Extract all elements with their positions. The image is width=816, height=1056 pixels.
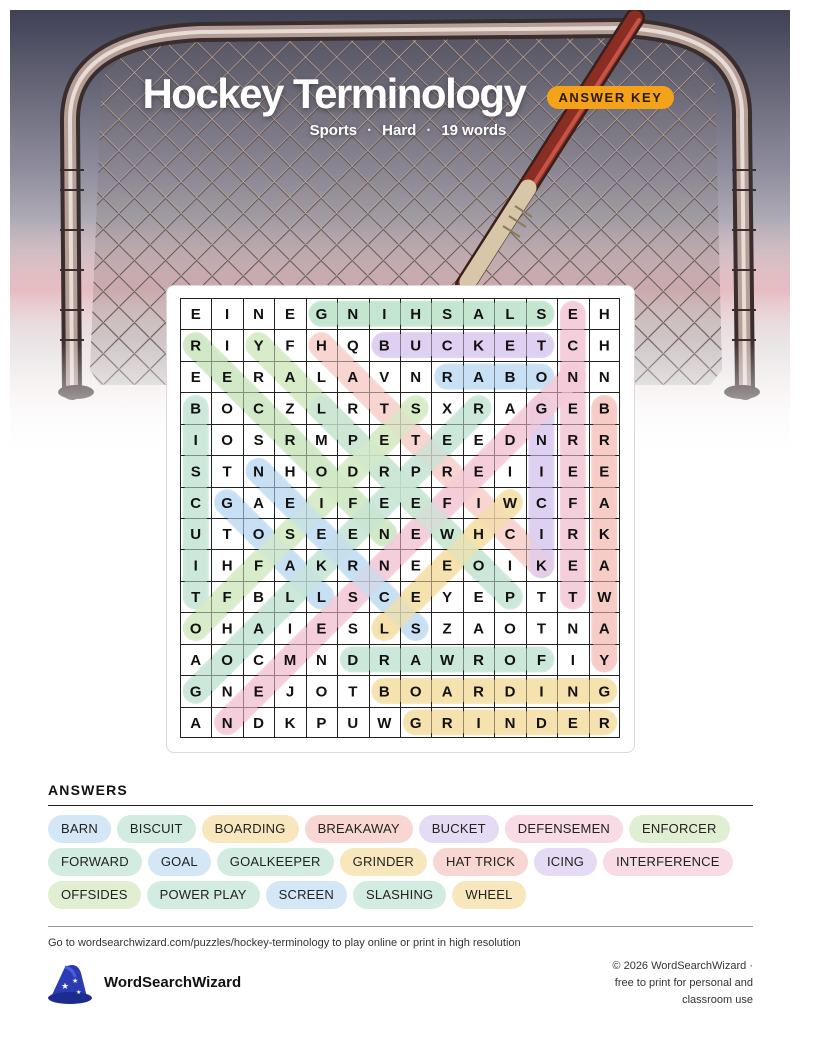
grid-letter: M bbox=[283, 651, 297, 669]
grid-letter: K bbox=[473, 337, 484, 355]
grid-letter: R bbox=[441, 369, 453, 387]
grid-letter: I bbox=[570, 651, 575, 669]
grid-letter: E bbox=[473, 589, 484, 607]
grid-letter: T bbox=[222, 463, 232, 481]
grid-letter: R bbox=[598, 431, 610, 449]
answer-list bbox=[48, 815, 758, 914]
divider bbox=[48, 926, 753, 927]
grid-letter: S bbox=[536, 306, 547, 324]
grid-letter: U bbox=[190, 526, 202, 544]
grid-letter: I bbox=[193, 557, 198, 575]
grid-letter: G bbox=[535, 400, 548, 418]
grid-letter: C bbox=[536, 494, 547, 512]
grid-letter: A bbox=[347, 369, 359, 387]
divider bbox=[48, 805, 753, 806]
grid-letter: D bbox=[504, 431, 516, 449]
grid-letter: I bbox=[539, 683, 544, 701]
grid-letter: H bbox=[221, 620, 233, 638]
grid-letter: J bbox=[285, 683, 295, 701]
grid-letter: E bbox=[347, 526, 358, 544]
answer-word-pill: WHEEL bbox=[452, 881, 525, 909]
grid-letter: F bbox=[222, 589, 232, 607]
grid-letter: R bbox=[378, 651, 390, 669]
grid-letter: O bbox=[409, 683, 422, 701]
copyright-line: © 2026 WordSearchWizard · bbox=[612, 960, 753, 972]
category-label: Sports bbox=[309, 122, 358, 139]
grid-letter: F bbox=[348, 494, 358, 512]
grid-letter: A bbox=[190, 714, 202, 732]
grid-letter: E bbox=[567, 557, 578, 575]
meta-separator: · bbox=[367, 122, 373, 139]
grid-letter: O bbox=[189, 620, 202, 638]
grid-letter: C bbox=[567, 337, 579, 355]
grid-letter: A bbox=[253, 494, 264, 512]
grid-letter: R bbox=[190, 337, 202, 355]
grid-letter: F bbox=[285, 337, 295, 355]
grid-letter: Z bbox=[442, 620, 452, 638]
grid-letter: C bbox=[253, 400, 264, 418]
word-search-grid bbox=[180, 298, 620, 738]
grid-letter: N bbox=[221, 714, 233, 732]
grid-letter: H bbox=[473, 526, 484, 544]
grid-letter: A bbox=[410, 651, 422, 669]
grid-letter: R bbox=[598, 714, 610, 732]
grid-letter: O bbox=[472, 557, 485, 575]
grid-letter: N bbox=[598, 369, 610, 387]
grid-letter: L bbox=[316, 369, 327, 387]
grid-letter: I bbox=[193, 431, 198, 449]
grid-letter: W bbox=[502, 494, 518, 512]
grid-letter: L bbox=[316, 589, 327, 607]
grid-letter: E bbox=[253, 683, 264, 701]
answer-word-pill: SCREEN bbox=[266, 881, 347, 909]
grid-letter: R bbox=[253, 369, 264, 387]
grid-letter: L bbox=[379, 620, 389, 638]
grid-letter: T bbox=[411, 431, 421, 449]
svg-text:★: ★ bbox=[61, 982, 70, 992]
grid-letter: O bbox=[221, 400, 233, 418]
grid-letter: F bbox=[442, 494, 452, 512]
grid-letter: I bbox=[287, 620, 293, 638]
grid-letter: S bbox=[347, 589, 358, 607]
answer-word-pill: GRINDER bbox=[340, 848, 427, 876]
grid-letter: I bbox=[382, 306, 387, 324]
grid-letter: N bbox=[316, 651, 327, 669]
answer-word-pill: ENFORCER bbox=[629, 815, 730, 843]
grid-letter: E bbox=[222, 369, 233, 387]
grid-letter: A bbox=[441, 683, 453, 701]
grid-letter: G bbox=[598, 683, 611, 701]
grid-letter: R bbox=[378, 463, 390, 481]
grid-letter: N bbox=[221, 683, 233, 701]
grid-letter: R bbox=[567, 431, 579, 449]
grid-letter: G bbox=[315, 306, 328, 324]
answers-heading: ANSWERS bbox=[48, 782, 128, 798]
grid-letter: I bbox=[476, 494, 481, 512]
grid-letter: E bbox=[379, 494, 390, 512]
grid-letter: A bbox=[284, 557, 296, 575]
grid-letter: N bbox=[567, 620, 579, 638]
grid-letter: P bbox=[410, 463, 421, 481]
answer-word-pill: DEFENSEMEN bbox=[505, 815, 623, 843]
grid-letter: T bbox=[536, 620, 547, 638]
grid-letter: L bbox=[505, 306, 515, 324]
grid-letter: S bbox=[442, 306, 453, 324]
answer-key-badge: ANSWER KEY bbox=[547, 86, 673, 109]
grid-letter: O bbox=[315, 463, 328, 481]
grid-letter: S bbox=[410, 400, 421, 418]
grid-letter: O bbox=[221, 431, 233, 449]
grid-letter: A bbox=[598, 620, 610, 638]
grid-letter: E bbox=[599, 463, 610, 481]
grid-letter: A bbox=[253, 620, 264, 638]
grid-letter: R bbox=[347, 400, 359, 418]
answer-word-pill: HAT TRICK bbox=[433, 848, 528, 876]
grid-letter: E bbox=[284, 306, 296, 324]
grid-letter: P bbox=[504, 589, 516, 607]
grid-letter: E bbox=[442, 557, 453, 575]
grid-letter: F bbox=[536, 651, 547, 669]
grid-letter: O bbox=[504, 651, 516, 669]
grid-letter: S bbox=[190, 463, 201, 481]
brand-name: WordSearchWizard bbox=[104, 974, 242, 991]
grid-letter: P bbox=[347, 431, 358, 449]
grid-letter: N bbox=[253, 306, 264, 324]
grid-letter: E bbox=[567, 463, 578, 481]
grid-letter: B bbox=[504, 369, 516, 387]
grid-letter: R bbox=[473, 400, 484, 418]
grid-letter: I bbox=[476, 714, 481, 732]
grid-letter: O bbox=[315, 683, 328, 701]
grid-letter: A bbox=[284, 369, 296, 387]
grid-letter: N bbox=[567, 683, 579, 701]
grid-letter: F bbox=[253, 557, 264, 575]
grid-letter: A bbox=[598, 557, 610, 575]
word-count-label: 19 words bbox=[441, 122, 507, 139]
grid-letter: I bbox=[225, 337, 230, 355]
grid-letter: R bbox=[567, 526, 579, 544]
grid-letter: B bbox=[190, 400, 202, 418]
grid-letter: X bbox=[442, 400, 453, 418]
answer-word-pill: FORWARD bbox=[48, 848, 142, 876]
wizard-hat-icon bbox=[47, 963, 93, 1010]
grid-letter: B bbox=[378, 683, 390, 701]
grid-letter: B bbox=[378, 337, 390, 355]
grid-letter: C bbox=[253, 651, 264, 669]
grid-letter: U bbox=[347, 714, 359, 732]
grid-letter: R bbox=[441, 463, 453, 481]
grid-letter: D bbox=[253, 714, 264, 732]
grid-letter: N bbox=[347, 306, 359, 324]
grid-letter: C bbox=[190, 494, 202, 512]
grid-letter: A bbox=[598, 494, 610, 512]
grid-letter: S bbox=[410, 620, 421, 638]
grid-letter: E bbox=[567, 400, 578, 418]
grid-letter: I bbox=[539, 463, 544, 481]
meta-separator: · bbox=[426, 122, 432, 139]
grid-letter: A bbox=[473, 620, 484, 638]
answer-word-pill: BUCKET bbox=[419, 815, 499, 843]
grid-letter: W bbox=[597, 589, 612, 607]
copyright-line: free to print for personal and bbox=[614, 977, 753, 989]
grid-letter: O bbox=[535, 369, 548, 387]
grid-letter: K bbox=[598, 526, 610, 544]
grid-letter: N bbox=[567, 369, 579, 387]
grid-letter: D bbox=[504, 683, 516, 701]
grid-letter: Y bbox=[442, 589, 453, 607]
grid-letter: N bbox=[504, 714, 516, 732]
grid-letter: G bbox=[409, 714, 422, 732]
grid-letter: R bbox=[473, 683, 484, 701]
grid-letter: W bbox=[377, 714, 392, 732]
answer-word-pill: INTERFERENCE bbox=[603, 848, 733, 876]
grid-letter: D bbox=[347, 651, 359, 669]
title-row bbox=[0, 70, 816, 118]
grid-letter: R bbox=[473, 651, 484, 669]
grid-letter: W bbox=[440, 526, 455, 544]
grid-letter: E bbox=[473, 431, 484, 449]
grid-letter: T bbox=[536, 589, 547, 607]
grid-letter: E bbox=[567, 714, 578, 732]
footer-url-text: Go to wordsearchwizard.com/puzzles/hockey-terminology to play online or print in high resolution bbox=[48, 937, 521, 949]
grid-letter: P bbox=[316, 714, 327, 732]
grid-letter: K bbox=[316, 557, 327, 575]
grid-letter: E bbox=[379, 431, 390, 449]
grid-letter: S bbox=[253, 431, 264, 449]
grid-letter: D bbox=[347, 463, 359, 481]
grid-letter: H bbox=[221, 557, 233, 575]
grid-letter: N bbox=[378, 557, 390, 575]
grid-letter: U bbox=[410, 337, 422, 355]
grid-letter: I bbox=[507, 557, 513, 575]
grid-letter: R bbox=[441, 714, 453, 732]
grid-letter: I bbox=[319, 494, 324, 512]
grid-letter: E bbox=[567, 306, 578, 324]
grid-letter: N bbox=[253, 463, 264, 481]
grid-letter: E bbox=[410, 589, 421, 607]
grid-letter: Z bbox=[285, 400, 295, 418]
grid-letter: H bbox=[410, 306, 422, 324]
svg-text:★: ★ bbox=[76, 989, 82, 996]
grid-letter: E bbox=[442, 431, 453, 449]
grid-letter: O bbox=[252, 526, 265, 544]
grid-letter: R bbox=[347, 557, 359, 575]
grid-letter: O bbox=[221, 651, 233, 669]
grid-letter: E bbox=[504, 337, 516, 355]
grid-letter: M bbox=[315, 431, 328, 449]
grid-letter: E bbox=[410, 557, 421, 575]
grid-letter: H bbox=[598, 337, 610, 355]
grid-letter: H bbox=[316, 337, 327, 355]
grid-letter: T bbox=[379, 400, 389, 418]
difficulty-label: Hard bbox=[382, 122, 417, 139]
grid-letter: W bbox=[440, 651, 455, 669]
grid-letter: Q bbox=[347, 337, 359, 355]
page-title: Hockey Terminology bbox=[142, 70, 526, 117]
grid-letter: B bbox=[598, 400, 610, 418]
answer-word-pill: BARN bbox=[48, 815, 111, 843]
grid-letter: A bbox=[504, 400, 516, 418]
answer-word-pill: BISCUIT bbox=[117, 815, 196, 843]
grid-letter: E bbox=[316, 620, 327, 638]
answer-word-pill: OFFSIDES bbox=[48, 881, 141, 909]
grid-letter: Y bbox=[253, 337, 264, 355]
answer-word-pill: GOAL bbox=[148, 848, 211, 876]
grid-letter: E bbox=[190, 369, 201, 387]
grid-letter: H bbox=[598, 306, 610, 324]
grid-letter: K bbox=[536, 557, 547, 575]
grid-letter: D bbox=[536, 714, 547, 732]
grid-letter: V bbox=[379, 369, 390, 387]
grid-letter: Y bbox=[599, 651, 610, 669]
grid-letter: A bbox=[473, 369, 484, 387]
grid-letter: I bbox=[225, 306, 230, 324]
copyright bbox=[563, 958, 753, 1009]
grid-letter: I bbox=[507, 463, 513, 481]
grid-letter: N bbox=[536, 431, 547, 449]
svg-text:★: ★ bbox=[72, 977, 79, 985]
answer-word-pill: SLASHING bbox=[353, 881, 446, 909]
grid-letter: K bbox=[284, 714, 296, 732]
grid-letter: R bbox=[284, 431, 296, 449]
grid-letter: T bbox=[222, 526, 232, 544]
grid-letter: T bbox=[348, 683, 358, 701]
grid-letter: E bbox=[316, 526, 327, 544]
answer-word-pill: ICING bbox=[534, 848, 597, 876]
copyright-line: classroom use bbox=[682, 994, 753, 1006]
grid-letter: A bbox=[190, 651, 202, 669]
grid-letter: E bbox=[473, 463, 484, 481]
grid-letter: C bbox=[504, 526, 516, 544]
grid-letter: T bbox=[536, 337, 547, 355]
grid-letter: H bbox=[284, 463, 296, 481]
grid-letter: C bbox=[378, 589, 390, 607]
puzzle-meta bbox=[0, 122, 816, 139]
grid-letter: I bbox=[539, 526, 544, 544]
grid-letter: E bbox=[410, 494, 421, 512]
grid-letter: E bbox=[410, 526, 421, 544]
grid-letter: S bbox=[347, 620, 358, 638]
answer-word-pill: BOARDING bbox=[202, 815, 299, 843]
grid-letter: N bbox=[378, 526, 390, 544]
grid-letter: B bbox=[253, 589, 264, 607]
grid-letter: F bbox=[568, 494, 578, 512]
grid-letter: G bbox=[221, 494, 233, 512]
answer-word-pill: POWER PLAY bbox=[147, 881, 260, 909]
grid-letter: N bbox=[410, 369, 422, 387]
grid-letter: E bbox=[190, 306, 201, 324]
grid-letter: A bbox=[473, 306, 484, 324]
grid-svg bbox=[180, 298, 620, 738]
grid-letter: E bbox=[284, 494, 296, 512]
grid-letter: G bbox=[189, 683, 202, 701]
grid-letter: O bbox=[504, 620, 516, 638]
grid-letter: S bbox=[284, 526, 296, 544]
answer-word-pill: GOALKEEPER bbox=[217, 848, 334, 876]
grid-letter: T bbox=[191, 589, 201, 607]
grid-letter: T bbox=[568, 589, 578, 607]
grid-letter: L bbox=[316, 400, 327, 418]
grid-letter: L bbox=[285, 589, 295, 607]
grid-letter: C bbox=[441, 337, 453, 355]
answer-word-pill: BREAKAWAY bbox=[305, 815, 413, 843]
